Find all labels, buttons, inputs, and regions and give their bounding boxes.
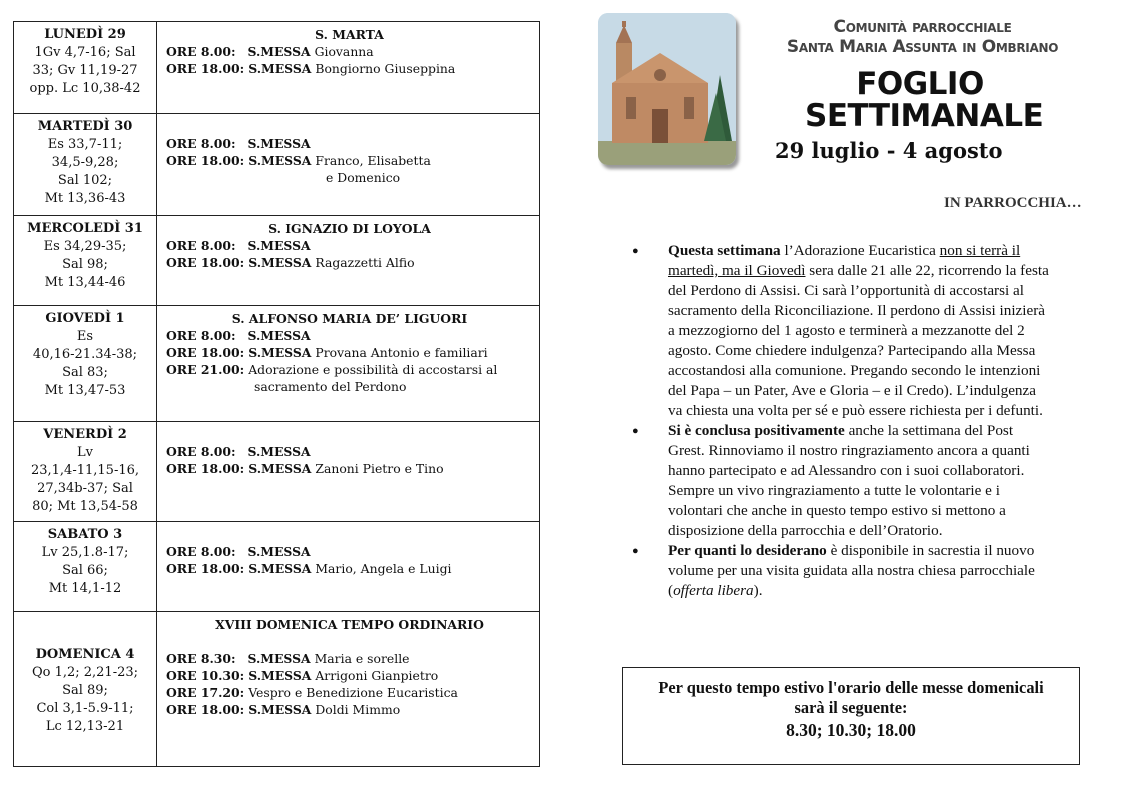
masses-cell: [157, 422, 540, 522]
mass-intention: Mario, Angela e Luigi: [315, 561, 452, 576]
mass-label: S.MESSA: [247, 651, 311, 666]
mass-label: S.MESSA: [248, 702, 312, 717]
day-name: SABATO 3: [47, 527, 123, 542]
church-illustration: [598, 13, 736, 165]
mass-intention-cont: sacramento del Perdono: [254, 379, 407, 394]
mass-line: [166, 135, 533, 152]
feast-title: S. IGNAZIO DI LOYOLA: [268, 221, 431, 236]
mass-time: ORE 18.00:: [166, 153, 245, 168]
notice-text: è disponibile in sacrestia il nuovo volume per una visita guidata alla nostra chiesa parrocchiale (: [668, 542, 1035, 599]
mass-time: ORE 18.00:: [166, 61, 245, 76]
mass-intention-cont: e Domenico: [326, 170, 401, 185]
day-cell: [14, 522, 157, 612]
notice-text: ).: [753, 582, 763, 599]
day-cell: [14, 216, 157, 306]
mass-line: [166, 152, 533, 186]
day-readings: Es 33,7-11; 34,5-9,28; Sal 102; Mt 13,36-43: [44, 137, 126, 206]
day-readings: 1Gv 4,7-16; Sal 33; Gv 11,19-27 opp. Lc 10,38-42: [29, 45, 141, 96]
notice-italic: offerta libera: [673, 582, 754, 599]
mass-line: [166, 667, 533, 684]
mass-time: ORE 8.00:: [166, 44, 236, 59]
day-cell: [14, 612, 157, 767]
notice-item: [632, 421, 1052, 541]
masses-cell: [157, 22, 540, 114]
notice-item: [632, 241, 1052, 421]
mass-time: ORE 18.00:: [166, 461, 245, 476]
schedule-row: [14, 422, 540, 522]
mass-intention: Doldi Mimmo: [315, 702, 401, 717]
mass-line: [166, 237, 533, 254]
mass-label: S.MESSA: [247, 44, 311, 59]
mass-time: ORE 8.00:: [166, 544, 236, 559]
mass-line: [166, 560, 533, 577]
mass-line: [166, 460, 533, 477]
mass-intention: Franco, Elisabetta: [315, 153, 431, 168]
schedule-row: [14, 522, 540, 612]
day-name: GIOVEDÌ 1: [45, 311, 125, 326]
mass-line: [166, 650, 533, 667]
mass-label: S.MESSA: [247, 238, 311, 253]
mass-time: ORE 8.00:: [166, 444, 236, 459]
mass-intention: Ragazzetti Alfio: [315, 255, 415, 270]
notice-lead: Si è conclusa positivamente: [668, 422, 845, 439]
schedule-table: [13, 21, 540, 767]
mass-label: S.MESSA: [247, 328, 311, 343]
mass-intention: Adorazione e possibilità di accostarsi al: [248, 362, 498, 377]
notice-text: l’Adorazione Eucaristica: [780, 242, 940, 259]
mass-time: ORE 17.20:: [166, 685, 245, 700]
masses-cell: [157, 306, 540, 422]
mass-line: [166, 327, 533, 344]
day-readings: Lv 23,1,4-11,15-16, 27,34b-37; Sal 80; Mt 13,54-58: [30, 445, 140, 514]
mass-time: ORE 8.30:: [166, 651, 236, 666]
mass-label: S.MESSA: [248, 255, 312, 270]
mass-intention: Maria e sorelle: [314, 651, 410, 666]
schedule-row: [14, 306, 540, 422]
mass-intention: Vespro e Benedizione Eucaristica: [248, 685, 458, 700]
mass-line: [166, 344, 533, 361]
notice-lead: Per quanti lo desiderano: [668, 542, 827, 559]
mass-label: S.MESSA: [247, 136, 311, 151]
mass-line: [166, 701, 533, 718]
summer-line-1: Per questo tempo estivo l'orario delle messe domenicali: [658, 678, 1044, 697]
mass-intention: Arrigoni Gianpietro: [315, 668, 439, 683]
mass-label: S.MESSA: [247, 444, 311, 459]
mass-label: S.MESSA: [248, 668, 312, 683]
day-readings: Es 34,29-35; Sal 98; Mt 13,44-46: [43, 239, 127, 290]
mass-intention: Provana Antonio e familiari: [315, 345, 488, 360]
mass-time: ORE 18.00:: [166, 255, 245, 270]
mass-line: [166, 60, 533, 77]
mass-label: S.MESSA: [248, 61, 312, 76]
schedule-row: [14, 114, 540, 216]
schedule-row: [14, 216, 540, 306]
community-line-1: Comunità parrocchiale: [833, 17, 1012, 37]
community-line-2: Santa Maria Assunta in Ombriano: [786, 37, 1059, 57]
day-name: VENERDÌ 2: [43, 427, 127, 442]
summer-times: 8.30; 10.30; 18.00: [786, 720, 916, 740]
day-name: MARTEDÌ 30: [37, 119, 133, 134]
church-photo: [598, 13, 736, 165]
summer-schedule-box: [622, 667, 1080, 765]
masses-cell: [157, 522, 540, 612]
notice-underlined: non si terrà il martedì, ma il Giovedì: [668, 242, 1021, 279]
mass-line: [166, 361, 533, 395]
mass-time: ORE 18.00:: [166, 702, 245, 717]
mass-time: ORE 8.00:: [166, 136, 236, 151]
mass-intention: Giovanna: [314, 44, 374, 59]
mass-label: S.MESSA: [248, 345, 312, 360]
mass-intention: Bongiorno Giuseppina: [315, 61, 456, 76]
community-name: [770, 17, 1100, 57]
notice-item: [632, 541, 1052, 601]
day-name: LUNEDÌ 29: [44, 27, 126, 42]
mass-label: S.MESSA: [248, 153, 312, 168]
notices-list: [632, 241, 1052, 601]
feast-title: [166, 426, 533, 443]
mass-line: [166, 254, 533, 271]
mass-time: ORE 8.00:: [166, 238, 236, 253]
day-name: MERCOLEDÌ 31: [27, 221, 143, 236]
day-cell: [14, 114, 157, 216]
mass-line: [166, 443, 533, 460]
mass-label: S.MESSA: [248, 461, 312, 476]
notice-text: sera dalle 21 alle 22, ricorrendo la festa del Perdono di Assisi. Ci sarà l’opportunità di accostarsi al sacramento della Riconciliazione. Il perdono di Assisi inizierà a mezzogiorno del 1 agosto e terminerà a mezzanotte del 2 agosto. Come chiedere indulgenza? Partecipando alla Messa accostandosi alla comunione. Pregando secondo le intenzioni del Papa – un Pater, Ave e Gloria – e il Credo). L’indulgenza va chiesta una volta per sé e può essere richiesta per i defunti.: [668, 262, 1049, 419]
feast-title: [166, 118, 533, 135]
day-readings: Es 40,16-21.34-38; Sal 83; Mt 13,47-53: [32, 329, 138, 398]
day-name: DOMENICA 4: [35, 647, 135, 662]
summer-line-2: sarà il seguente:: [794, 698, 908, 717]
masses-cell: [157, 612, 540, 767]
notice-lead: Questa settimana: [668, 242, 781, 259]
masses-cell: [157, 216, 540, 306]
day-readings: Lv 25,1.8-17; Sal 66; Mt 14,1-12: [41, 545, 129, 596]
title-line-1: FOGLIO: [856, 66, 984, 102]
mass-line: [166, 684, 533, 701]
mass-time: ORE 8.00:: [166, 328, 236, 343]
masses-cell: [157, 114, 540, 216]
schedule-row: [14, 22, 540, 114]
mass-intention: Zanoni Pietro e Tino: [315, 461, 444, 476]
feast-title: [166, 526, 533, 543]
day-cell: [14, 422, 157, 522]
feast-title: XVIII DOMENICA TEMPO ORDINARIO: [215, 617, 484, 632]
day-cell: [14, 306, 157, 422]
mass-time: ORE 21.00:: [166, 362, 245, 377]
feast-title: S. MARTA: [315, 27, 384, 42]
section-heading: IN PARROCCHIA…: [944, 195, 1082, 211]
schedule-row: [14, 612, 540, 767]
bulletin-title: [805, 66, 1044, 134]
mass-time: ORE 10.30:: [166, 668, 245, 683]
day-cell: [14, 22, 157, 114]
mass-time: ORE 18.00:: [166, 561, 245, 576]
mass-line: [166, 543, 533, 560]
title-line-2: SETTIMANALE: [805, 98, 1044, 134]
notice-text: anche la settimana del Post Grest. Rinnoviamo il nostro ringraziamento ancora a quanti hanno partecipato e ad Alessandro con i suoi collaboratori. Sempre un vivo ringraziamento a tutte le volontarie e i volontari che anche in questo tempo estivo si mettono a disposizione della parrocchia e dell’Oratorio.: [668, 422, 1030, 539]
mass-line: [166, 43, 533, 60]
mass-label: S.MESSA: [248, 561, 312, 576]
feast-title: S. ALFONSO MARIA DE’ LIGUORI: [231, 311, 468, 326]
week-dates: 29 luglio - 4 agosto: [775, 138, 1003, 163]
mass-time: ORE 18.00:: [166, 345, 245, 360]
mass-label: S.MESSA: [247, 544, 311, 559]
day-readings: Qo 1,2; 2,21-23; Sal 89; Col 3,1-5.9-11; Lc 12,13-21: [31, 665, 139, 734]
